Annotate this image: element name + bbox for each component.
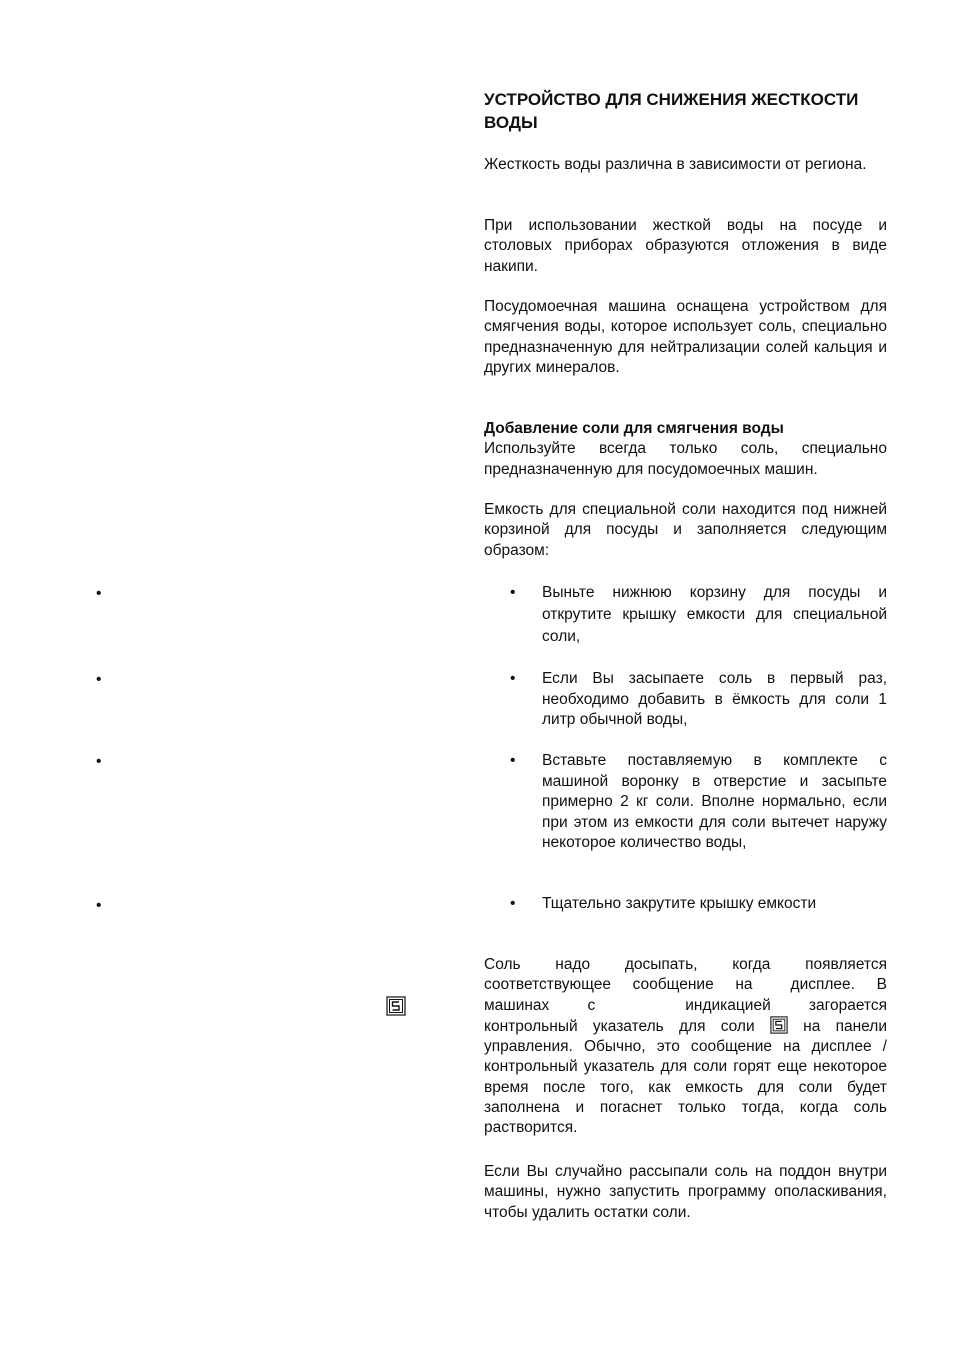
paragraph-water-hardness: Жесткость воды различна в зависимости от региона. <box>484 156 867 173</box>
list-item: • Тщательно закрутите крышку емкости <box>484 894 887 915</box>
paragraph-spilled-salt: Если Вы случайно рассыпали соль на поддон внутри машины, нужно запустить программу ополаскивания, чтобы удалить остатки соли. <box>484 1163 887 1221</box>
salt-indicator-icon <box>386 996 406 1016</box>
bullet-marker: • <box>510 895 516 912</box>
left-bullet-marker: • <box>96 585 102 602</box>
paragraph-hard-water-deposits: При использовании жесткой воды на посуде и столовых приборах образуются отложения в виде накипи. <box>484 217 887 275</box>
left-bullet-marker: • <box>96 753 102 770</box>
bullet-marker: • <box>510 752 516 769</box>
salt-indicator-icon <box>770 1016 788 1034</box>
paragraph-refill-salt: Соль надо досыпать, когда появляется соответствующее сообщение на дисплее. В машинах с индикацией загорается контрольный указатель для соли на панели управления. Обычно, это сообщение на дисплее / контрольный указатель для соли горят еще некоторое время после того, как емкость для соли будет заполнена и погаснет только тогда, когда соль растворится. <box>484 956 887 1137</box>
paragraph-salt-container: Емкость для специальной соли находится под нижней корзиной для посуды и заполняется следующим образом: <box>484 501 887 559</box>
subheading: Добавление соли для смягчения воды <box>484 420 784 437</box>
list-item: • Если Вы засыпаете соль в первый раз, необходимо добавить в ёмкость для соли 1 литр обычной воды, <box>510 670 887 728</box>
list-item: • Выньте нижнюю корзину для посуды и открутите крышку емкости для специальной соли, <box>510 584 887 645</box>
left-bullet-marker: • <box>96 897 102 914</box>
bullet-marker: • <box>510 670 516 687</box>
paragraph-softener-device: Посудомоечная машина оснащена устройством для смягчения воды, которое использует соль, специально предназначенную для нейтрализации солей кальция и других минералов. <box>484 298 887 376</box>
paragraph-use-salt: Используйте всегда только соль, специально предназначенную для посудомоечных машин. <box>484 440 887 478</box>
bullet-marker: • <box>510 584 516 601</box>
section-heading: УСТРОЙСТВО ДЛЯ СНИЖЕНИЯ ЖЕСТКОСТИ ВОДЫ <box>484 90 859 132</box>
list-item: • Вставьте поставляемую в комплекте с машиной воронку в отверстие и засыпьте примерно 2 кг соли. Вполне нормально, если при этом из емкости для соли вытечет наружу некоторое количество воды, <box>510 752 887 851</box>
left-bullet-marker: • <box>96 671 102 688</box>
salt-adding-section <box>484 419 887 480</box>
